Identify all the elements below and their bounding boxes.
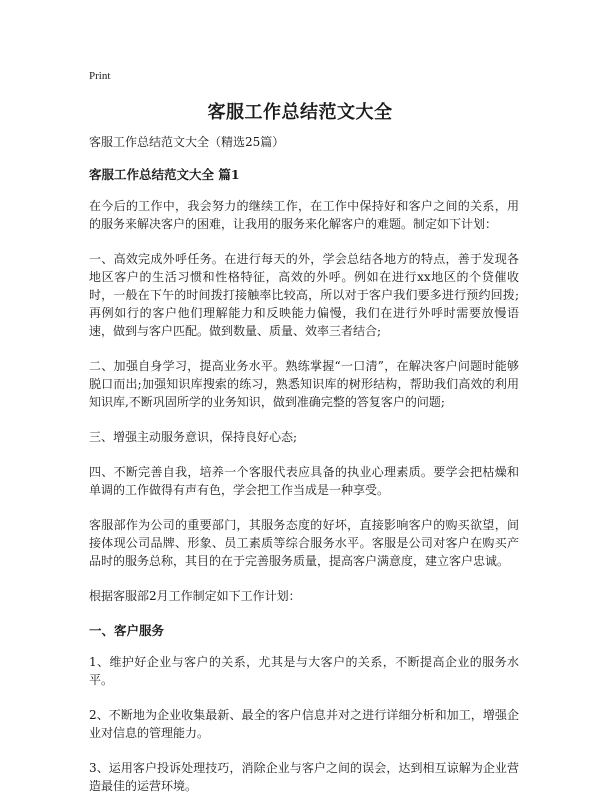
paragraph-point-2: 二、加强自身学习，提高业务水平。熟练掌握“一口清”，在解决客户问题时能够脱口而出;加强知识库搜索的练习，熟悉知识库的树形结构，帮助我们高效的利用知识库,不断巩固所学的业务知识，做到准确完整的答复客户的问题;	[89, 359, 519, 409]
paragraph-point-1: 一、高效完成外呼任务。在进行每天的外，学会总结各地方的特点，善于发现各地区客户的生活习惯和性格特征，高效的外呼。例如在进行xx地区的个贷催收时，一般在下午的时间拨打接触率比较高，所以对于客户我们要多进行预约回拨;再例如行的客户他们理解能力和反映能力偏慢，我们在进行外呼时需要放慢语速，做到与客户匹配。做到数量、质量、效率三者结合;	[89, 252, 519, 338]
paragraph-department: 客服部作为公司的重要部门，其服务态度的好坏，直接影响客户的购买欲望，间接体现公司品牌、形象、员工素质等综合服务水平。客服是公司对客户在购买产品时的服务总称，其目的在于完善服务质量，提高客户满意度，建立客户忠诚。	[89, 518, 519, 568]
paragraph-plan-intro: 根据客服部2月工作制定如下工作计划：	[89, 589, 301, 603]
paragraph-point-4: 四、不断完善自我，培养一个客服代表应具备的执业心理素质。要学会把枯燥和单调的工作做得有声有色，学会把工作当成是一种享受。	[89, 465, 519, 497]
document-subtitle: 客服工作总结范文大全（精选25篇）	[89, 135, 285, 149]
subheading-customer-service: 一、客户服务	[89, 623, 165, 638]
paragraph-intro: 在今后的工作中，我会努力的继续工作，在工作中保持好和客户之间的关系，用的服务来解决客户的困难，让我用的服务来化解客户的难题。制定如下计划：	[89, 199, 519, 231]
document-title: 客服工作总结范文大全	[207, 102, 393, 123]
list-item: 2、不断地为企业收集最新、最全的客户信息并对之进行详细分析和加工，增强企业对信息的管理能力。	[89, 708, 519, 740]
list-item: 3、运用客户投诉处理技巧，消除企业与客户之间的误会，达到相互谅解为企业营造最佳的运营环境。	[89, 761, 519, 793]
paragraph-point-3: 三、增强主动服务意识，保持良好心态;	[89, 430, 298, 444]
section-heading: 客服工作总结范文大全 篇1	[89, 167, 240, 182]
print-label: Print	[89, 70, 111, 82]
list-item: 1、维护好企业与客户的关系，尤其是与大客户的关系，不断提高企业的服务水平。	[89, 655, 519, 687]
document-body	[89, 133, 519, 812]
